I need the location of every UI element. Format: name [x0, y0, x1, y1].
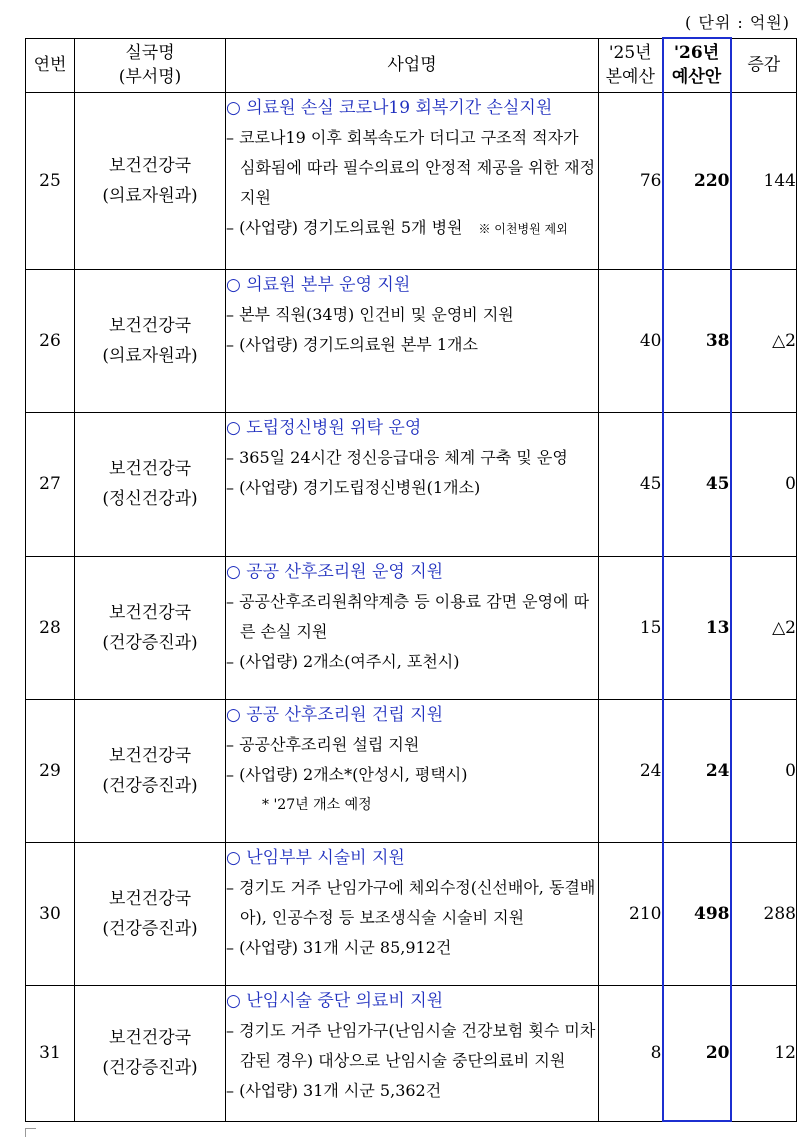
dept-bureau: 보건건강국	[108, 745, 192, 766]
project-title: ○ 의료원 손실 코로나19 회복기간 손실지원	[226, 97, 553, 118]
row-no: 31	[26, 985, 75, 1121]
row-diff: 0	[731, 699, 797, 842]
row-project	[226, 412, 599, 556]
table-row	[26, 556, 797, 699]
row-project	[226, 269, 599, 412]
header-new-line1: '26년	[673, 43, 720, 64]
row-no: 26	[26, 269, 75, 412]
table-row	[26, 985, 797, 1121]
dept-division: (의료자원과)	[102, 185, 198, 206]
row-project	[226, 556, 599, 699]
row-new-budget: 45	[663, 412, 731, 556]
header-row	[26, 38, 797, 92]
dept-bureau: 보건건강국	[108, 888, 192, 909]
header-prev-budget	[599, 38, 663, 92]
row-no: 25	[26, 92, 75, 269]
row-new-budget: 498	[663, 842, 731, 985]
row-diff: △2	[731, 556, 797, 699]
row-prev-budget: 210	[599, 842, 663, 985]
header-prev-line2: 본예산	[605, 67, 655, 87]
project-title: ○ 난임부부 시술비 지원	[226, 847, 405, 868]
dept-division: (건강증진과)	[102, 1058, 198, 1078]
header-prev-line1: '25년	[608, 43, 652, 63]
row-new-budget: 220	[663, 92, 731, 269]
table-row	[26, 842, 797, 985]
project-detail: – 365일 24시간 정신응급대응 체계 구축 및 운영	[226, 447, 568, 467]
header-project: 사업명	[226, 38, 599, 92]
dept-division: (건강증진과)	[102, 775, 198, 796]
table-row	[26, 699, 797, 842]
header-no: 연번	[26, 38, 75, 92]
dept-division: (의료자원과)	[102, 345, 198, 366]
project-title: ○ 난임시술 중단 의료비 지원	[226, 990, 444, 1011]
row-prev-budget: 45	[599, 412, 663, 556]
table-row	[26, 412, 797, 556]
row-no: 29	[26, 699, 75, 842]
header-new-budget	[663, 38, 731, 92]
row-diff: 288	[731, 842, 797, 985]
row-dept	[75, 699, 226, 842]
row-prev-budget: 24	[599, 699, 663, 842]
row-dept	[75, 985, 226, 1121]
header-dept	[75, 38, 226, 92]
row-new-budget: 24	[663, 699, 731, 842]
project-volume: – (사업량) 2개소(여주시, 포천시)	[226, 651, 460, 671]
project-volume: – (사업량) 31개 시군 5,362건	[226, 1080, 442, 1100]
header-dept-line1: 실국명	[125, 43, 175, 63]
dept-division: (정신건강과)	[102, 489, 198, 509]
project-title: ○ 공공 산후조리원 운영 지원	[226, 561, 444, 582]
project-subnote: * '27년 개소 예정	[262, 796, 372, 813]
row-no: 28	[26, 556, 75, 699]
row-dept	[75, 842, 226, 985]
row-dept	[75, 92, 226, 269]
unit-note: ( 단위 : 억원)	[685, 13, 790, 32]
project-detail: – 공공산후조리원 설립 지원	[226, 734, 420, 754]
project-volume: – (사업량) 경기도의료원 본부 1개소	[226, 334, 478, 354]
page-corner-mark	[25, 1128, 36, 1137]
project-detail: – 경기도 거주 난임가구에 체외수정(신선배아, 동결배아), 인공수정 등 보조생식술 시술비 지원	[226, 877, 596, 927]
project-title: ○ 도립정신병원 위탁 운영	[226, 417, 422, 438]
row-project	[226, 842, 599, 985]
row-no: 30	[26, 842, 75, 985]
project-volume: – (사업량) 경기도립정신병원(1개소)	[226, 477, 481, 497]
dept-bureau: 보건건강국	[108, 315, 192, 336]
row-dept	[75, 556, 226, 699]
project-volume: – (사업량) 2개소*(안성시, 평택시)	[226, 764, 468, 784]
project-volume-text: – (사업량) 경기도의료원 5개 병원	[226, 217, 463, 237]
row-diff: 0	[731, 412, 797, 556]
dept-bureau: 보건건강국	[108, 459, 192, 479]
row-new-budget: 20	[663, 985, 731, 1121]
dept-bureau: 보건건강국	[108, 602, 192, 623]
dept-division: (건강증진과)	[102, 632, 198, 653]
row-prev-budget: 40	[599, 269, 663, 412]
dept-division: (건강증진과)	[102, 918, 198, 939]
row-prev-budget: 8	[599, 985, 663, 1121]
row-prev-budget: 76	[599, 92, 663, 269]
row-dept	[75, 269, 226, 412]
row-dept	[75, 412, 226, 556]
table-row	[26, 269, 797, 412]
row-project	[226, 92, 599, 269]
dept-bureau: 보건건강국	[108, 155, 192, 176]
row-diff: △2	[731, 269, 797, 412]
header-diff: 증감	[731, 38, 797, 92]
dept-bureau: 보건건강국	[108, 1028, 192, 1048]
row-project	[226, 985, 599, 1121]
project-title: ○ 공공 산후조리원 건립 지원	[226, 704, 444, 725]
project-detail: – 공공산후조리원취약계층 등 이용료 감면 운영에 따른 손실 지원	[226, 591, 590, 641]
project-volume: – (사업량) 31개 시군 85,912건	[226, 937, 452, 957]
row-prev-budget: 15	[599, 556, 663, 699]
row-no: 27	[26, 412, 75, 556]
header-dept-line2: (부서명)	[118, 67, 182, 87]
row-new-budget: 13	[663, 556, 731, 699]
project-volume	[226, 213, 598, 244]
project-title: ○ 의료원 본부 운영 지원	[226, 274, 411, 295]
row-project	[226, 699, 599, 842]
row-diff: 12	[731, 985, 797, 1121]
project-note: ※ 이천병원 제외	[478, 221, 568, 236]
row-diff: 144	[731, 92, 797, 269]
project-detail: – 코로나19 이후 회복속도가 더디고 구조적 적자가 심화됨에 따라 필수의료의 안정적 제공을 위한 재정지원	[226, 127, 596, 207]
project-detail: – 경기도 거주 난임가구(난임시술 건강보험 횟수 미차감된 경우) 대상으로 난임시술 중단의료비 지원	[226, 1020, 596, 1070]
header-new-line2: 예산안	[671, 67, 722, 88]
project-detail: – 본부 직원(34명) 인건비 및 운영비 지원	[226, 304, 514, 324]
budget-table	[25, 37, 797, 1122]
table-row	[26, 92, 797, 269]
row-new-budget: 38	[663, 269, 731, 412]
